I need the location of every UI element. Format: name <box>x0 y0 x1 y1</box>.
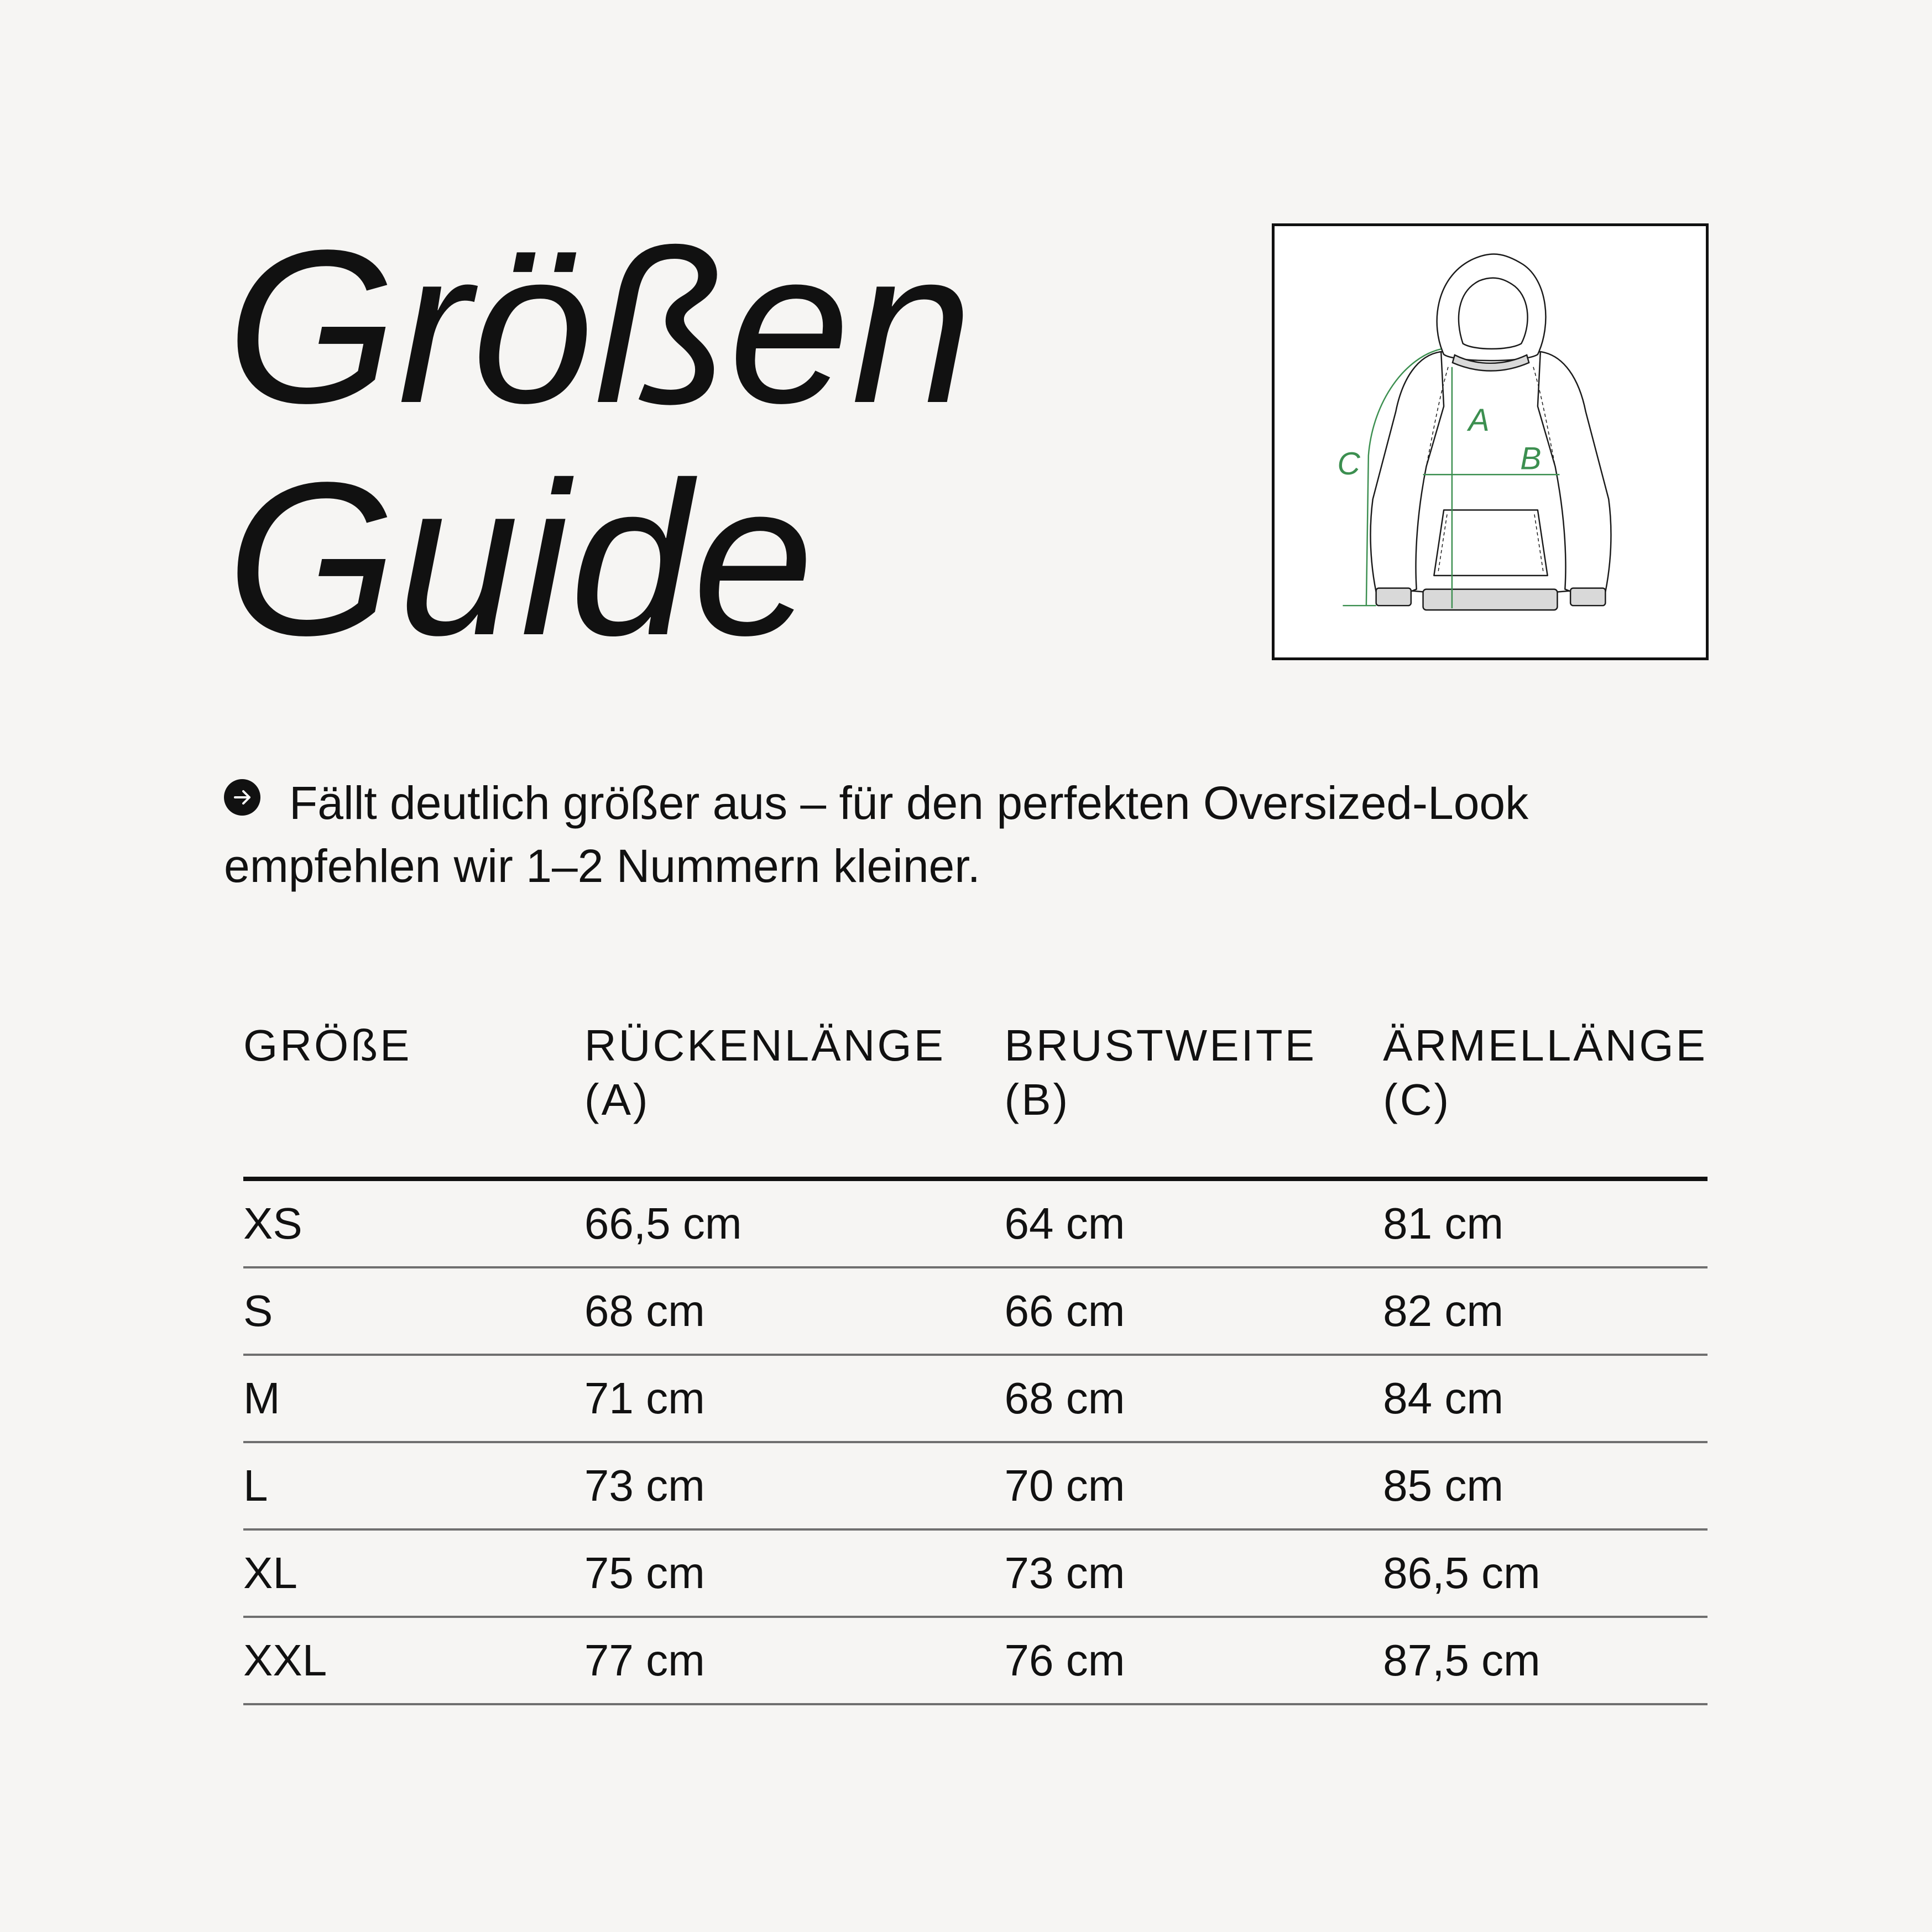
cell-back-length: 77 cm <box>584 1617 1005 1704</box>
title-line-1: Größen <box>227 204 974 448</box>
size-table <box>243 995 1708 1705</box>
cell-chest-width: 70 cm <box>1005 1442 1383 1529</box>
cell-back-length: 73 cm <box>584 1442 1005 1529</box>
cell-chest-width: 73 cm <box>1005 1529 1383 1617</box>
cell-size: S <box>243 1267 584 1355</box>
header-size: GRÖßE <box>243 995 584 1179</box>
cell-chest-width: 64 cm <box>1005 1179 1383 1267</box>
hoodie-left-cuff <box>1376 588 1411 606</box>
cell-back-length: 68 cm <box>584 1267 1005 1355</box>
fit-note-text: Fällt deutlich größer aus – für den perfekten Oversized-Look empfehlen wir 1–2 Nummern kleiner. <box>224 777 1529 892</box>
table-row <box>243 1179 1708 1267</box>
cell-chest-width: 66 cm <box>1005 1267 1383 1355</box>
cell-chest-width: 68 cm <box>1005 1355 1383 1442</box>
cell-chest-width: 76 cm <box>1005 1617 1383 1704</box>
table-row <box>243 1355 1708 1442</box>
cell-size: XXL <box>243 1617 584 1704</box>
cell-sleeve-length: 86,5 cm <box>1383 1529 1708 1617</box>
table-header-row <box>243 995 1708 1179</box>
cell-sleeve-length: 81 cm <box>1383 1179 1708 1267</box>
cell-size: L <box>243 1442 584 1529</box>
fit-note <box>224 771 1662 897</box>
hoodie-hood-opening <box>1459 278 1528 349</box>
table-row <box>243 1617 1708 1704</box>
cell-sleeve-length: 84 cm <box>1383 1355 1708 1442</box>
cell-back-length: 66,5 cm <box>584 1179 1005 1267</box>
cell-sleeve-length: 85 cm <box>1383 1442 1708 1529</box>
cell-size: M <box>243 1355 584 1442</box>
cell-sleeve-length: 82 cm <box>1383 1267 1708 1355</box>
label-a: A <box>1468 403 1490 438</box>
cell-back-length: 71 cm <box>584 1355 1005 1442</box>
arrow-right-icon <box>224 779 260 816</box>
table-row <box>243 1442 1708 1529</box>
hoodie-right-cuff <box>1570 588 1605 606</box>
header-chest-width: BRUSTWEITE (B) <box>1005 995 1383 1179</box>
table-row <box>243 1529 1708 1617</box>
cell-sleeve-length: 87,5 cm <box>1383 1617 1708 1704</box>
cell-back-length: 75 cm <box>584 1529 1005 1617</box>
page-title <box>227 204 974 681</box>
cell-size: XL <box>243 1529 584 1617</box>
label-b: B <box>1520 441 1542 477</box>
header-sleeve-length: ÄRMELLÄNGE (C) <box>1383 995 1708 1179</box>
header-back-length: RÜCKENLÄNGE (A) <box>584 995 1005 1179</box>
cell-size: XS <box>243 1179 584 1267</box>
hoodie-measurement-diagram <box>1272 223 1709 660</box>
hoodie-waist-rib <box>1423 589 1558 610</box>
title-line-2: Guide <box>227 436 816 681</box>
label-c: C <box>1337 446 1360 482</box>
hoodie-pocket <box>1434 510 1547 575</box>
table-row <box>243 1267 1708 1355</box>
